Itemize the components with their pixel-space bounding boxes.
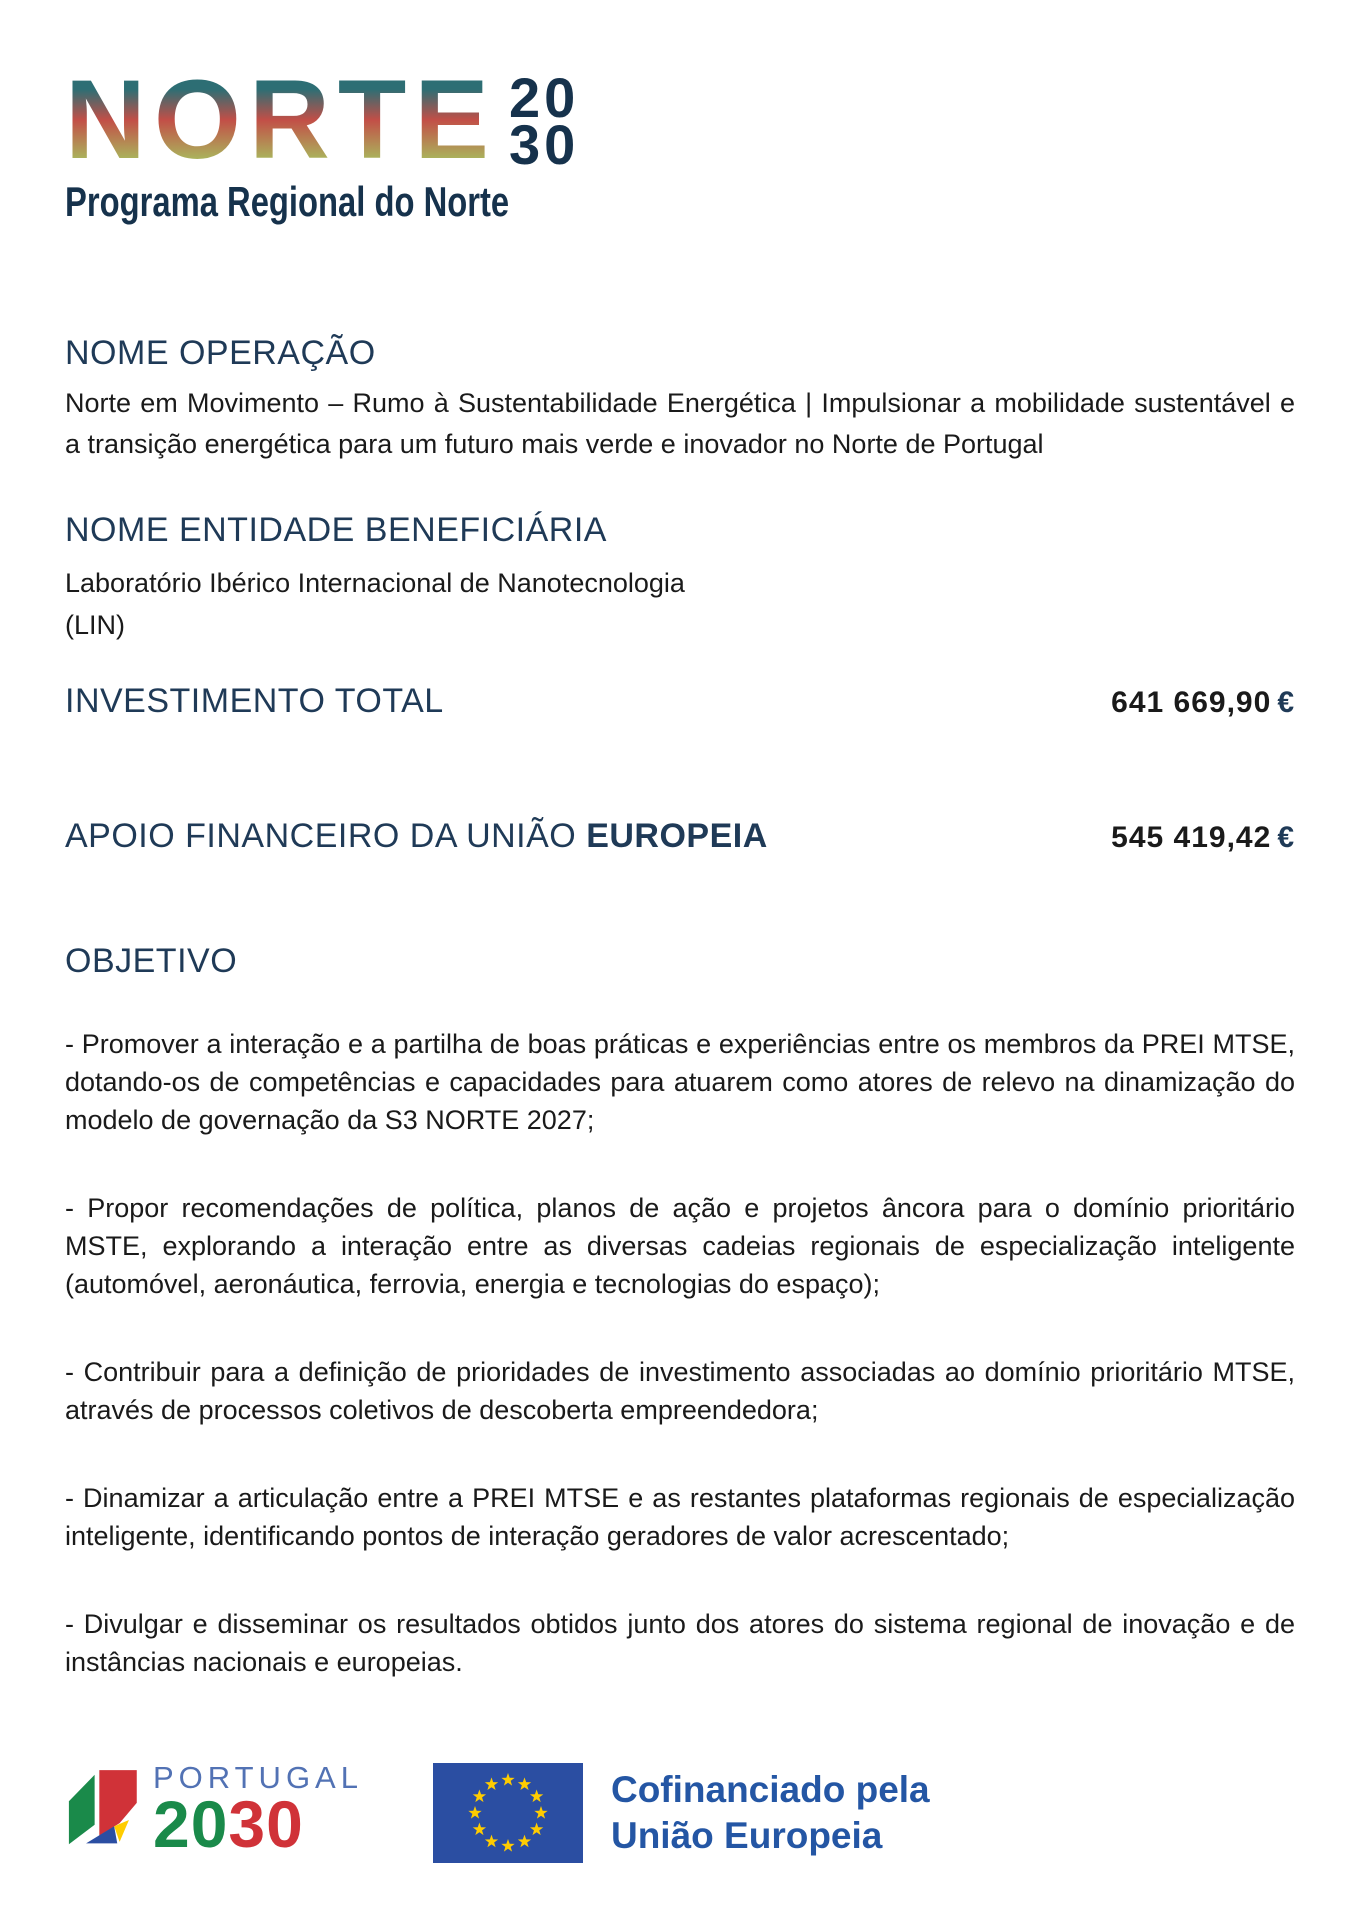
investment-amount	[1111, 686, 1295, 720]
norte-year-top: 20	[509, 66, 580, 129]
footer-logos	[65, 1754, 1295, 1872]
section-beneficiary	[65, 511, 1295, 646]
eu-cofunding-line2: União Europeia	[610, 1815, 883, 1856]
objective-item: - Propor recomendações de política, planos de ação e projetos âncora para o domínio prioritário MSTE, explorando a interação entre as diversas cadeias regionais de especialização inteligente (automóvel, aeronáutica, ferrovia, energia e tecnologias do espaço);	[65, 1193, 1295, 1300]
eu-support-value: 545 419,42	[1111, 821, 1272, 855]
operation-body: Norte em Movimento – Rumo à Sustentabilidade Energética | Impulsionar a mobilidade sustentável e a transição energética para um futuro mais verde e inovador no Norte de Portugal	[65, 388, 1295, 460]
objective-item: - Dinamizar a articulação entre a PREI MTSE e as restantes plataformas regionais de especialização inteligente, identificando pontos de interação geradores de valor acrescentado;	[65, 1483, 1295, 1552]
objective-item: - Divulgar e disseminar os resultados obtidos junto dos atores do sistema regional de inovação e de instâncias nacionais e europeias.	[65, 1609, 1295, 1678]
eu-support-heading	[65, 817, 768, 856]
norte-wordmark: NORTE	[65, 57, 497, 182]
section-investment	[65, 682, 1295, 721]
investment-value: 641 669,90	[1111, 686, 1272, 720]
eu-cofunding-line1: Cofinanciado pela	[610, 1768, 930, 1810]
eu-cofunding-text	[611, 1767, 930, 1860]
beneficiary-name: Laboratório Ibérico Internacional de Nanotecnologia	[65, 568, 685, 599]
norte-year-stack	[509, 66, 580, 177]
eu-support-heading-regular: APOIO FINANCEIRO DA UNIÃO	[65, 817, 577, 856]
investment-heading: INVESTIMENTO TOTAL	[65, 682, 444, 721]
eu-support-heading-bold: EUROPEIA	[586, 817, 768, 856]
eu-support-amount	[1111, 821, 1295, 855]
eu-flag-icon	[433, 1763, 583, 1863]
norte-2030-logo	[65, 57, 1295, 226]
operation-heading: NOME OPERAÇÃO	[65, 334, 376, 373]
portugal-2030-year	[153, 1787, 363, 1861]
section-eu-support	[65, 817, 1295, 856]
portugal-label: PORTUGAL	[153, 1760, 363, 1795]
section-objective	[65, 942, 1295, 1681]
euro-sign: €	[1277, 821, 1295, 855]
beneficiary-acronym: (LIN)	[65, 610, 125, 641]
eu-cofunding-block	[433, 1763, 930, 1863]
objective-list	[65, 1025, 1295, 1681]
portugal-2030-digits-30: 30	[228, 1787, 304, 1861]
portugal-2030-flag-icon	[65, 1754, 143, 1872]
norte-tagline: Programa Regional do Norte	[65, 178, 510, 226]
portugal-2030-logo	[65, 1754, 363, 1872]
objective-item: - Promover a interação e a partilha de boas práticas e experiências entre os membros da PREI MTSE, dotando-os de competências e capacidades para atuarem como atores de relevo na dinamização do modelo de governação da S3 NORTE 2027;	[65, 1029, 1295, 1136]
objective-item: - Contribuir para a definição de prioridades de investimento associadas ao domínio prioritário MTSE, através de processos coletivos de descoberta empreendedora;	[65, 1357, 1295, 1426]
norte-year-bottom: 30	[509, 113, 580, 177]
portugal-2030-digits-20: 20	[153, 1787, 229, 1861]
objective-heading: OBJETIVO	[65, 942, 238, 981]
euro-sign: €	[1277, 686, 1295, 720]
beneficiary-heading: NOME ENTIDADE BENEFICIÁRIA	[65, 511, 607, 550]
section-operation	[65, 334, 1295, 465]
